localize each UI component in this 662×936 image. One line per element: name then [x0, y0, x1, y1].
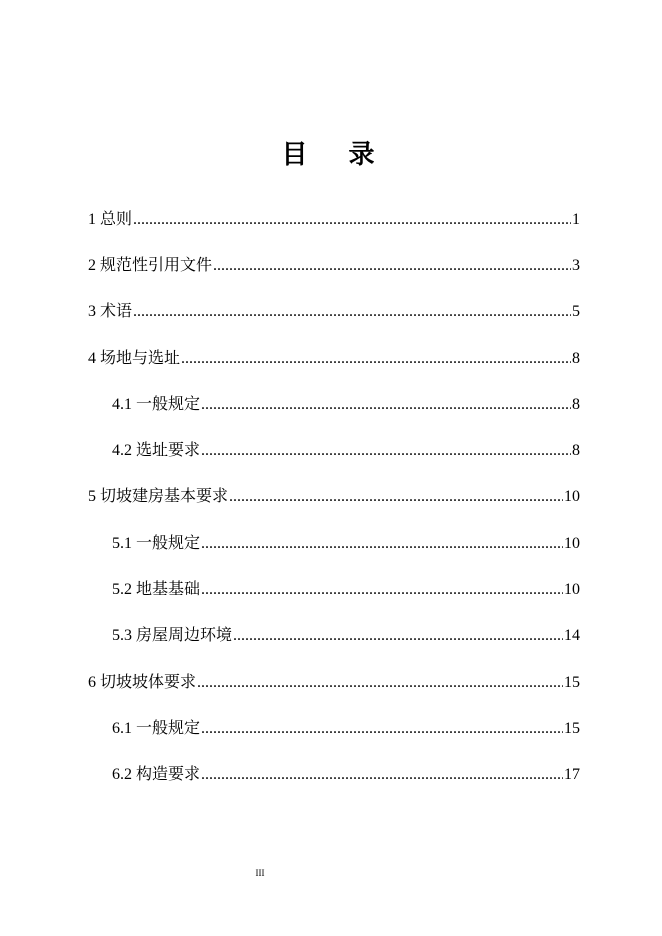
toc-number: 5.3: [112, 627, 132, 644]
toc-number: 4: [88, 350, 96, 367]
toc-number: 6.2: [112, 766, 132, 783]
toc-number: 2: [88, 257, 96, 274]
toc-leader-dots: [181, 348, 571, 370]
toc-title: 一般规定: [136, 533, 201, 552]
toc-title: 切坡建房基本要求: [100, 486, 229, 505]
toc-page-number: 8: [572, 442, 580, 459]
toc-title: 选址要求: [136, 440, 201, 459]
toc-page-number: 1: [572, 211, 580, 228]
toc-title: 场地与选址: [100, 348, 181, 367]
toc-number: 5.2: [112, 581, 132, 598]
toc-entry-5[interactable]: [88, 485, 580, 507]
toc-title: 规范性引用文件: [100, 255, 213, 274]
toc-page-number: 17: [564, 766, 580, 783]
toc-entry-6-2[interactable]: [112, 763, 580, 785]
toc-leader-dots: [201, 440, 571, 462]
toc-leader-dots: [133, 301, 571, 323]
toc-page-number: 10: [564, 535, 580, 552]
toc-leader-dots: [229, 486, 563, 508]
toc-title: 一般规定: [136, 718, 201, 737]
toc-title: 构造要求: [136, 764, 201, 783]
toc-title: 术语: [100, 301, 133, 320]
toc-entry-6[interactable]: [88, 671, 580, 693]
page-title: 目 录: [281, 140, 391, 170]
toc-entry-2[interactable]: [88, 254, 580, 276]
toc-entry-4[interactable]: [88, 347, 580, 369]
toc-leader-dots: [133, 209, 571, 231]
toc-page-number: 15: [564, 674, 580, 691]
toc-leader-dots: [233, 625, 563, 647]
toc-page-number: 8: [572, 350, 580, 367]
toc-entry-4-2[interactable]: [112, 439, 580, 461]
toc-page-number: 5: [572, 303, 580, 320]
toc-leader-dots: [197, 672, 563, 694]
toc-page-number: 15: [564, 720, 580, 737]
toc-number: 4.2: [112, 442, 132, 459]
toc-title: 切坡坡体要求: [100, 672, 197, 691]
toc-entry-4-1[interactable]: [112, 393, 580, 415]
toc-entry-1[interactable]: [88, 208, 580, 230]
toc-entry-5-3[interactable]: [112, 624, 580, 646]
toc-leader-dots: [201, 394, 571, 416]
toc-title: 一般规定: [136, 394, 201, 413]
toc-title: 总则: [100, 209, 133, 228]
toc-page-number: 10: [564, 581, 580, 598]
toc-number: 3: [88, 303, 96, 320]
footer-page-number: III: [255, 868, 265, 878]
toc-leader-dots: [201, 764, 563, 786]
toc-number: 5.1: [112, 535, 132, 552]
toc-entry-5-2[interactable]: [112, 578, 580, 600]
toc-entry-6-1[interactable]: [112, 717, 580, 739]
toc-entry-5-1[interactable]: [112, 532, 580, 554]
toc-page-number: 8: [572, 396, 580, 413]
toc-leader-dots: [201, 579, 563, 601]
toc-number: 1: [88, 211, 96, 228]
toc-leader-dots: [201, 533, 563, 555]
toc-page-number: 14: [564, 627, 580, 644]
toc-number: 5: [88, 488, 96, 505]
toc-leader-dots: [201, 718, 563, 740]
toc-number: 6.1: [112, 720, 132, 737]
toc-page-number: 10: [564, 488, 580, 505]
toc-entry-3[interactable]: [88, 300, 580, 322]
toc-title: 地基基础: [136, 579, 201, 598]
toc-page-number: 3: [572, 257, 580, 274]
toc-number: 6: [88, 674, 96, 691]
toc-title: 房屋周边环境: [136, 625, 233, 644]
toc-number: 4.1: [112, 396, 132, 413]
toc-leader-dots: [213, 255, 571, 277]
